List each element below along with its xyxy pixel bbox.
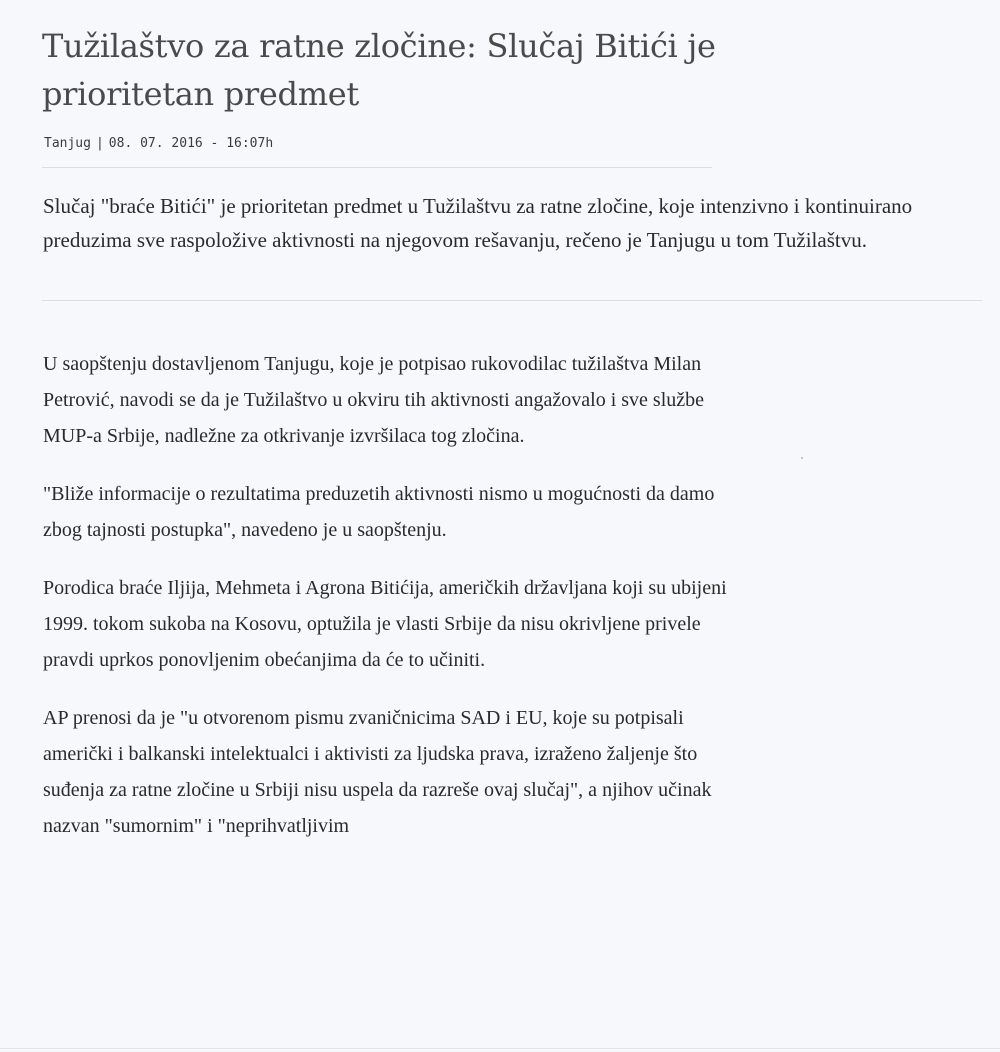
body-paragraph: AP prenosi da je "u otvorenom pismu zvaničnicima SAD i EU, koje su potpisali američki i balkanski intelektualci i aktivisti za ljudska prava, izraženo žaljenje što suđenja za ratne zločine u Srbiji nisu uspela da razreše ovaj slučaj", a njihov učinak nazvan "sumornim" i "neprihvatljivim [43, 707, 712, 837]
article-body [43, 346, 733, 866]
body-paragraph: Porodica braće Iljija, Mehmeta i Agrona Bitićija, američkih državljana koji su ubijeni 1999. tokom sukoba na Kosovu, optužila je vlasti Srbije da nisu okrivljene privele pravdi uprkos ponovljenim obećanjima da će to učiniti. [43, 577, 727, 671]
article-datetime: 08. 07. 2016 - 16:07h [108, 136, 274, 151]
body-paragraph: U saopštenju dostavljenom Tanjugu, koje je potpisao rukovodilac tužilaštva Milan Petrović, navodi se da je Tužilaštvo u okviru tih aktivnosti angažovalo i sve službe MUP-a Srbije, nadležne za otkrivanje izvršilaca tog zločina. [43, 353, 705, 447]
divider [42, 300, 982, 301]
article-source: Tanjug [44, 136, 91, 151]
article-title: Tužilaštvo za ratne zločine: Slučaj Bitići je prioritetan predmet [42, 27, 716, 113]
byline [44, 134, 273, 154]
divider [42, 167, 712, 168]
scan-speck [801, 457, 803, 459]
page-edge [0, 1048, 1000, 1049]
article-lead: Slučaj "braće Bitići" je prioritetan predmet u Tužilaštvu za ratne zločine, koje intenzivno i kontinuirano preduzima sve raspoložive aktivnosti na njegovom rešavanju, rečeno je Tanjugu u tom Tužilaštvu. [43, 194, 913, 252]
body-paragraph: "Bliže informacije o rezultatima preduzetih aktivnosti nismo u mogućnosti da damo zbog tajnosti postupka", navedeno je u saopštenju. [43, 483, 715, 541]
byline-separator: | [95, 136, 104, 151]
